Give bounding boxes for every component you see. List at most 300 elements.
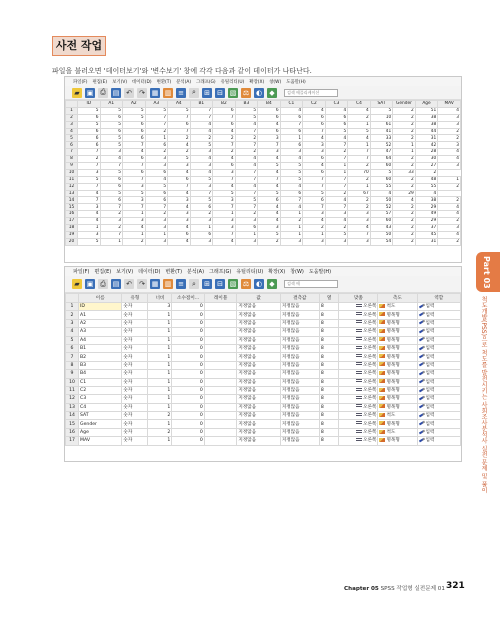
variable-cell[interactable] (280, 361, 319, 369)
save-icon[interactable]: ▣ (86, 88, 94, 97)
data-cell[interactable]: 2 (393, 163, 416, 170)
variable-cell[interactable] (378, 361, 417, 369)
column-header[interactable]: A3 (145, 101, 168, 108)
data-cell[interactable]: 6 (100, 114, 123, 121)
data-cell[interactable]: 5 (190, 176, 213, 183)
save-icon[interactable]: ▣ (86, 280, 94, 288)
data-cell[interactable]: 2 (348, 114, 371, 121)
menu-item[interactable]: 데이터(D) (138, 269, 161, 275)
data-cell[interactable]: 6 (280, 190, 303, 197)
data-cell[interactable]: 4 (168, 190, 191, 197)
data-cell[interactable]: 3 (235, 238, 258, 245)
data-cell[interactable]: 41 (370, 128, 393, 135)
menu-item[interactable]: 변환(T) (156, 79, 172, 85)
data-cell[interactable]: 3 (123, 197, 146, 204)
data-cell[interactable]: 5 (280, 176, 303, 183)
data-cell[interactable]: 4 (438, 149, 461, 156)
data-cell[interactable]: 6 (258, 197, 281, 204)
variable-cell[interactable] (417, 319, 460, 327)
data-cell[interactable]: 5 (280, 169, 303, 176)
variable-cell[interactable] (319, 361, 339, 369)
data-cell[interactable]: 2 (145, 149, 168, 156)
undo-icon[interactable]: ↶ (124, 88, 134, 98)
variable-cell[interactable] (319, 344, 339, 352)
data-cell[interactable]: 1 (280, 135, 303, 142)
variable-cell[interactable] (79, 437, 122, 445)
data-cell[interactable]: 7 (190, 114, 213, 121)
variable-cell[interactable] (79, 361, 122, 369)
data-cell[interactable]: 7 (123, 176, 146, 183)
variable-cell[interactable] (122, 311, 148, 319)
data-cell[interactable]: 47 (370, 149, 393, 156)
data-cell[interactable]: 6 (100, 176, 123, 183)
data-cell[interactable]: 4 (438, 211, 461, 218)
variable-cell[interactable] (417, 420, 460, 428)
variable-cell[interactable] (79, 420, 122, 428)
variable-cell[interactable] (237, 336, 280, 344)
data-cell[interactable]: 64 (370, 156, 393, 163)
variable-cell[interactable] (237, 386, 280, 394)
data-cell[interactable]: 3 (258, 149, 281, 156)
variable-cell[interactable] (122, 378, 148, 386)
data-cell[interactable]: 5 (100, 169, 123, 176)
variable-cell[interactable] (172, 353, 205, 361)
data-cell[interactable]: 5 (348, 128, 371, 135)
data-cell[interactable]: 6 (145, 197, 168, 204)
variable-cell[interactable] (148, 361, 172, 369)
variable-cell[interactable] (339, 420, 378, 428)
variable-cell[interactable] (122, 370, 148, 378)
data-cell[interactable]: 1 (325, 163, 348, 170)
variable-cell[interactable] (280, 370, 319, 378)
variable-cell[interactable] (148, 403, 172, 411)
data-cell[interactable]: 3 (280, 149, 303, 156)
data-cell[interactable]: 7 (348, 156, 371, 163)
variable-cell[interactable] (339, 303, 378, 311)
data-cell[interactable]: 42 (415, 142, 438, 149)
data-cell[interactable]: 3 (348, 211, 371, 218)
data-cell[interactable]: 3 (348, 238, 371, 245)
data-cell[interactable]: 3 (78, 169, 101, 176)
data-cell[interactable]: 54 (370, 238, 393, 245)
data-cell[interactable]: 4 (303, 135, 326, 142)
column-header[interactable]: C4 (348, 101, 371, 108)
menu-item[interactable]: 파일(F) (73, 79, 88, 85)
data-cell[interactable]: 60 (370, 218, 393, 225)
data-cell[interactable]: 3 (325, 238, 348, 245)
data-cell[interactable]: 7 (325, 156, 348, 163)
data-cell[interactable]: 2 (325, 149, 348, 156)
menu-item[interactable]: 유틸리티(U) (236, 269, 264, 275)
value-labels-icon[interactable]: ◆ (267, 88, 277, 98)
column-header[interactable]: MAV (438, 101, 461, 108)
data-cell[interactable]: 4 (325, 218, 348, 225)
data-cell[interactable]: 3 (303, 211, 326, 218)
data-cell[interactable]: 7 (78, 183, 101, 190)
variable-cell[interactable] (148, 420, 172, 428)
variable-cell[interactable] (417, 395, 460, 403)
goto-variable-icon[interactable]: ▥ (164, 88, 172, 97)
data-cell[interactable]: 31 (415, 135, 438, 142)
variable-cell[interactable] (417, 311, 460, 319)
variable-cell[interactable] (172, 311, 205, 319)
data-cell[interactable]: 7 (303, 204, 326, 211)
variable-cell[interactable] (172, 428, 205, 436)
search-input[interactable]: 검색 애 (284, 280, 338, 288)
variable-cell[interactable] (122, 361, 148, 369)
data-cell[interactable]: 6 (78, 135, 101, 142)
variable-cell[interactable] (237, 361, 280, 369)
variable-cell[interactable] (204, 344, 237, 352)
data-cell[interactable]: 3 (145, 156, 168, 163)
variable-cell[interactable] (378, 403, 417, 411)
data-cell[interactable]: 4 (258, 156, 281, 163)
data-cell[interactable]: 4 (258, 218, 281, 225)
data-cell[interactable]: 2 (348, 204, 371, 211)
variable-cell[interactable] (339, 311, 378, 319)
data-cell[interactable]: 7 (235, 142, 258, 149)
variable-cell[interactable] (204, 378, 237, 386)
variable-cell[interactable] (319, 370, 339, 378)
data-cell[interactable]: 2 (393, 114, 416, 121)
data-cell[interactable]: 3 (168, 197, 191, 204)
variable-cell[interactable] (204, 386, 237, 394)
column-header[interactable]: C3 (325, 101, 348, 108)
data-cell[interactable]: 3 (303, 238, 326, 245)
variable-cell[interactable] (148, 353, 172, 361)
data-cell[interactable]: 50 (370, 231, 393, 238)
data-cell[interactable]: 2 (393, 218, 416, 225)
data-cell[interactable]: 4 (303, 218, 326, 225)
variable-cell[interactable] (79, 353, 122, 361)
data-cell[interactable]: 3 (213, 169, 236, 176)
data-cell[interactable]: 1 (145, 231, 168, 238)
variable-cell[interactable] (204, 395, 237, 403)
column-header[interactable]: 소수점이... (172, 294, 205, 303)
data-cell[interactable]: 3 (258, 225, 281, 232)
variable-cell[interactable] (417, 303, 460, 311)
variable-cell[interactable] (378, 319, 417, 327)
data-cell[interactable]: 7 (190, 190, 213, 197)
data-cell[interactable]: 4 (190, 121, 213, 128)
variable-cell[interactable] (172, 412, 205, 420)
data-cell[interactable]: 2 (168, 149, 191, 156)
data-cell[interactable]: 7 (303, 183, 326, 190)
insert-cases-icon[interactable]: ⊞ (202, 88, 212, 98)
variable-cell[interactable] (172, 437, 205, 445)
menu-item[interactable]: 파일(F) (73, 269, 90, 275)
data-cell[interactable]: 2 (393, 135, 416, 142)
variable-cell[interactable] (148, 336, 172, 344)
data-cell[interactable]: 7 (303, 176, 326, 183)
variable-cell[interactable] (79, 428, 122, 436)
data-cell[interactable]: 2 (325, 225, 348, 232)
data-cell[interactable]: 2 (438, 197, 461, 204)
insert-variable-icon[interactable]: ⊟ (215, 88, 225, 98)
variable-cell[interactable] (339, 328, 378, 336)
data-cell[interactable]: 4 (280, 156, 303, 163)
variable-cell[interactable] (319, 378, 339, 386)
data-cell[interactable]: 4 (168, 204, 191, 211)
data-cell[interactable]: 4 (370, 190, 393, 197)
data-cell[interactable]: 5 (145, 183, 168, 190)
menu-item[interactable]: 편집(E) (92, 79, 108, 85)
data-cell[interactable]: 1 (123, 231, 146, 238)
data-cell[interactable]: 4 (393, 197, 416, 204)
data-cell[interactable]: 2 (145, 128, 168, 135)
data-cell[interactable]: 3 (213, 225, 236, 232)
variable-cell[interactable] (280, 395, 319, 403)
data-cell[interactable]: 33 (370, 135, 393, 142)
variable-cell[interactable] (122, 420, 148, 428)
variable-cell[interactable] (417, 328, 460, 336)
data-cell[interactable]: 67 (348, 190, 371, 197)
data-cell[interactable]: 6 (303, 156, 326, 163)
data-cell[interactable]: 2 (438, 218, 461, 225)
variable-cell[interactable] (79, 303, 122, 311)
data-cell[interactable]: 6 (145, 190, 168, 197)
variable-cell[interactable] (417, 378, 460, 386)
data-cell[interactable]: 4 (168, 238, 191, 245)
data-cell[interactable]: 6 (100, 197, 123, 204)
data-cell[interactable]: 6 (78, 142, 101, 149)
data-cell[interactable]: 7 (168, 114, 191, 121)
data-cell[interactable]: 6 (123, 169, 146, 176)
data-cell[interactable]: 2 (348, 176, 371, 183)
data-cell[interactable]: 6 (123, 128, 146, 135)
data-cell[interactable]: 7 (145, 204, 168, 211)
variable-cell[interactable] (79, 370, 122, 378)
data-cell[interactable]: 29 (415, 218, 438, 225)
variable-cell[interactable] (172, 328, 205, 336)
data-cell[interactable]: 5 (100, 190, 123, 197)
data-cell[interactable]: 6 (303, 121, 326, 128)
variable-cell[interactable] (79, 336, 122, 344)
data-cell[interactable]: 5 (370, 107, 393, 114)
data-cell[interactable]: 2 (393, 225, 416, 232)
data-cell[interactable]: 2 (415, 169, 438, 176)
variable-cell[interactable] (204, 336, 237, 344)
data-cell[interactable]: 5 (100, 107, 123, 114)
data-cell[interactable]: 6 (325, 114, 348, 121)
variable-cell[interactable] (237, 319, 280, 327)
data-cell[interactable]: 2 (213, 135, 236, 142)
variable-cell[interactable] (319, 386, 339, 394)
data-cell[interactable]: 6 (213, 121, 236, 128)
data-cell[interactable]: 60 (370, 163, 393, 170)
menu-item[interactable]: 보기(V) (112, 79, 128, 85)
data-cell[interactable]: 6 (78, 114, 101, 121)
variable-cell[interactable] (204, 412, 237, 420)
variable-cell[interactable] (237, 403, 280, 411)
data-cell[interactable]: 2 (100, 225, 123, 232)
variable-cell[interactable] (319, 303, 339, 311)
data-cell[interactable]: 4 (78, 190, 101, 197)
data-cell[interactable]: 5 (123, 107, 146, 114)
variable-cell[interactable] (339, 319, 378, 327)
variable-cell[interactable] (122, 403, 148, 411)
variable-cell[interactable] (204, 361, 237, 369)
data-cell[interactable]: 3 (280, 238, 303, 245)
data-cell[interactable]: 37 (415, 225, 438, 232)
variable-cell[interactable] (417, 370, 460, 378)
variable-cell[interactable] (79, 386, 122, 394)
data-cell[interactable]: 5 (168, 107, 191, 114)
data-cell[interactable]: 2 (78, 156, 101, 163)
menu-item[interactable]: 유틸리티(U) (220, 79, 245, 85)
variable-cell[interactable] (280, 311, 319, 319)
variable-cell[interactable] (319, 311, 339, 319)
variable-cell[interactable] (319, 403, 339, 411)
data-cell[interactable]: 4 (213, 183, 236, 190)
data-cell[interactable]: 7 (168, 183, 191, 190)
variable-cell[interactable] (319, 420, 339, 428)
data-cell[interactable]: 5 (258, 190, 281, 197)
variable-cell[interactable] (79, 395, 122, 403)
variable-cell[interactable] (237, 344, 280, 352)
data-cell[interactable]: 50 (370, 197, 393, 204)
column-header[interactable]: A1 (100, 101, 123, 108)
data-cell[interactable]: 1 (325, 169, 348, 176)
variable-cell[interactable] (148, 303, 172, 311)
data-cell[interactable]: 7 (303, 128, 326, 135)
data-cell[interactable]: 7 (168, 128, 191, 135)
variable-cell[interactable] (378, 303, 417, 311)
data-cell[interactable]: 1 (235, 231, 258, 238)
data-cell[interactable]: 5 (258, 163, 281, 170)
data-cell[interactable]: 6 (258, 114, 281, 121)
data-cell[interactable]: 30 (415, 156, 438, 163)
data-cell[interactable]: 2 (123, 238, 146, 245)
data-cell[interactable]: 4 (438, 204, 461, 211)
variable-cell[interactable] (204, 303, 237, 311)
data-cell[interactable]: 5 (168, 156, 191, 163)
column-header[interactable]: C2 (303, 101, 326, 108)
data-cell[interactable]: 7 (325, 204, 348, 211)
variable-cell[interactable] (339, 395, 378, 403)
data-cell[interactable]: 3 (100, 149, 123, 156)
data-cell[interactable]: 6 (280, 114, 303, 121)
data-cell[interactable]: 4 (145, 176, 168, 183)
variable-cell[interactable] (237, 437, 280, 445)
data-cell[interactable]: 4 (348, 135, 371, 142)
variable-cell[interactable] (339, 378, 378, 386)
data-cell[interactable]: 4 (78, 218, 101, 225)
variable-cell[interactable] (237, 370, 280, 378)
data-cell[interactable]: 4 (280, 204, 303, 211)
data-cell[interactable]: 7 (213, 176, 236, 183)
variable-cell[interactable] (237, 428, 280, 436)
insert-cases-icon[interactable]: ⊞ (202, 279, 212, 289)
variable-cell[interactable] (237, 303, 280, 311)
undo-icon[interactable]: ↶ (124, 279, 134, 289)
data-cell[interactable]: 6 (168, 176, 191, 183)
data-cell[interactable]: 3 (438, 163, 461, 170)
variable-cell[interactable] (172, 319, 205, 327)
data-cell[interactable]: 7 (348, 231, 371, 238)
open-folder-icon[interactable]: ▰ (72, 279, 82, 289)
data-cell[interactable]: 4 (235, 163, 258, 170)
variable-cell[interactable] (417, 437, 460, 445)
variable-cell[interactable] (319, 319, 339, 327)
data-cell[interactable]: 4 (258, 169, 281, 176)
column-header[interactable]: C1 (280, 101, 303, 108)
variable-cell[interactable] (148, 311, 172, 319)
menu-item[interactable]: 창(W) (269, 79, 282, 85)
data-cell[interactable]: 29 (393, 190, 416, 197)
data-cell[interactable]: 5 (190, 197, 213, 204)
variable-cell[interactable] (79, 403, 122, 411)
variable-cell[interactable] (204, 311, 237, 319)
data-cell[interactable]: 7 (78, 149, 101, 156)
variable-cell[interactable] (280, 378, 319, 386)
data-cell[interactable]: 7 (348, 149, 371, 156)
data-cell[interactable]: 10 (370, 114, 393, 121)
data-cell[interactable]: 7 (325, 183, 348, 190)
variable-cell[interactable] (319, 336, 339, 344)
data-cell[interactable]: 4 (235, 121, 258, 128)
variable-cell[interactable] (319, 428, 339, 436)
data-cell[interactable]: 1 (190, 225, 213, 232)
data-cell[interactable]: 4 (258, 204, 281, 211)
data-cell[interactable]: 4 (438, 107, 461, 114)
data-cell[interactable]: 1 (393, 142, 416, 149)
variable-cell[interactable] (378, 344, 417, 352)
menu-item[interactable]: 도움말(H) (286, 79, 306, 85)
variable-cell[interactable] (172, 395, 205, 403)
column-header[interactable]: ID (78, 101, 101, 108)
data-cell[interactable]: 4 (280, 183, 303, 190)
weight-cases-icon[interactable]: ⚖ (242, 88, 250, 97)
variable-cell[interactable] (79, 412, 122, 420)
select-cases-icon[interactable]: ◐ (255, 280, 263, 288)
variable-cell[interactable] (204, 353, 237, 361)
variable-cell[interactable] (204, 328, 237, 336)
value-labels-icon[interactable]: ◆ (267, 279, 277, 289)
data-cell[interactable]: 3 (190, 183, 213, 190)
data-cell[interactable]: 4 (325, 107, 348, 114)
data-cell[interactable]: 3 (303, 149, 326, 156)
data-cell[interactable]: 7 (213, 204, 236, 211)
variable-cell[interactable] (319, 437, 339, 445)
variable-cell[interactable] (280, 437, 319, 445)
data-cell[interactable]: 2 (168, 135, 191, 142)
column-header[interactable]: 측도 (378, 294, 417, 303)
data-cell[interactable]: 5 (235, 197, 258, 204)
variable-cell[interactable] (172, 403, 205, 411)
menu-item[interactable]: 그래프(G) (196, 79, 216, 85)
data-cell[interactable]: 7 (325, 176, 348, 183)
variable-cell[interactable] (172, 361, 205, 369)
variable-cell[interactable] (319, 395, 339, 403)
data-cell[interactable]: 52 (370, 142, 393, 149)
variable-cell[interactable] (148, 437, 172, 445)
variable-cell[interactable] (172, 370, 205, 378)
open-folder-icon[interactable]: ▰ (72, 88, 82, 98)
data-cell[interactable]: 6 (303, 197, 326, 204)
data-cell[interactable]: 7 (78, 163, 101, 170)
variable-cell[interactable] (378, 428, 417, 436)
data-cell[interactable]: 4 (213, 238, 236, 245)
menu-item[interactable]: 도움말(H) (308, 269, 332, 275)
data-cell[interactable]: 1 (78, 225, 101, 232)
data-cell[interactable]: 5 (123, 114, 146, 121)
column-header[interactable]: 너비 (148, 294, 172, 303)
data-cell[interactable]: 5 (235, 107, 258, 114)
variable-cell[interactable] (339, 412, 378, 420)
variable-cell[interactable] (280, 420, 319, 428)
data-cell[interactable]: 29 (415, 204, 438, 211)
